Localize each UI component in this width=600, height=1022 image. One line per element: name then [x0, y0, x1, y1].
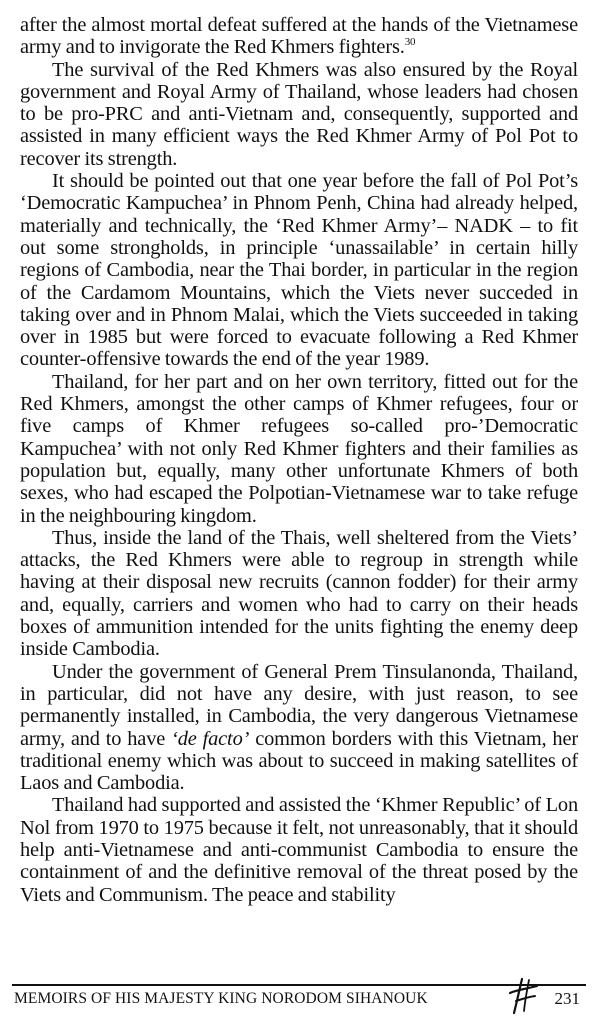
signature-mark-icon	[506, 977, 542, 1017]
footer-rule	[12, 984, 586, 986]
paragraph-2: The survival of the Red Khmers was also ensured by the Royal government and Royal Army of Thailand, whose leaders had chosen to be pro-PRC and anti-Vietnam and, consequently, supported and assisted in many efficient ways the Red Khmer Army of Pol Pot to recover its strength.	[20, 58, 578, 170]
paragraph-6	[20, 661, 578, 795]
paragraph-5: Thus, inside the land of the Thais, well sheltered from the Viets’ attacks, the Red Khmers were able to regroup in strength while having at their disposal new recruits (cannon fodder) for their army and, equally, carriers and women who had to carry on their heads boxes of ammunition intended for the units fighting the enemy deep inside Cambodia.	[20, 526, 578, 661]
running-head: MEMOIRS OF HIS MAJESTY KING NORODOM SIHANOUK	[14, 990, 428, 1007]
paragraph-3: It should be pointed out that one year before the fall of Pol Pot’s ‘Democratic Kampuchea’ in Phnom Penh, China had already helped, materially and technically, the ‘Red Khmer Army’– NADK – to fit out some strongholds, in principle ‘unassailable’ in certain hilly regions of Cambodia, near the Thai border, in particular in the region of the Cardamom Mountains, which the Viets never succeded in taking over and in Phnom Malai, which the Viets succeeded in taking over in 1985 but were forced to evacuate following a Red Khmer counter-offensive towards the end of the year 1989.	[20, 170, 578, 371]
paragraph-1-text: after the almost mortal defeat suffered at the hands of the Vietnamese army and to invigorate the Red Khmers fighters.	[20, 14, 578, 59]
paragraph-6-text-before: Under the government of General Prem Tinsulanonda, Thailand, in particular, did not have any desire, with just reason, to see permanently installed, in Cambodia, the very dangerous Vietnamese army, and to have	[20, 660, 578, 750]
page-footer	[14, 989, 584, 1013]
page-body	[20, 14, 578, 906]
page-number: 231	[554, 989, 580, 1008]
paragraph-4: Thailand, for her part and on her own territory, fitted out for the Red Khmers, amongst the other camps of Khmer refugees, four or five camps of Khmer refugees so-called pro-’Democratic Kampuchea’ with not only Red Khmer fighters and their families as population but, equally, many other unfortunate Khmers of both sexes, who had escaped the Polpotian-Vietnamese war to take refuge in the neighbouring kingdom.	[20, 370, 578, 527]
paragraph-7: Thailand had supported and assisted the ‘Khmer Republic’ of Lon Nol from 1970 to 1975 because it felt, not unreasonably, that it should help anti-Vietnamese and anti-communist Cambodia to ensure the containment of and the definitive removal of the threat posed by the Viets and Communism. The peace and stability	[20, 794, 578, 906]
de-facto-emphasis: ‘de facto’	[171, 727, 250, 750]
footnote-ref-30[interactable]: 30	[404, 36, 416, 49]
paragraph-1	[20, 14, 578, 59]
paragraph-6-text-after: common borders with this Vietnam, her traditional enemy which was about to succeed in making satellites of Laos and Cambodia.	[20, 727, 578, 795]
